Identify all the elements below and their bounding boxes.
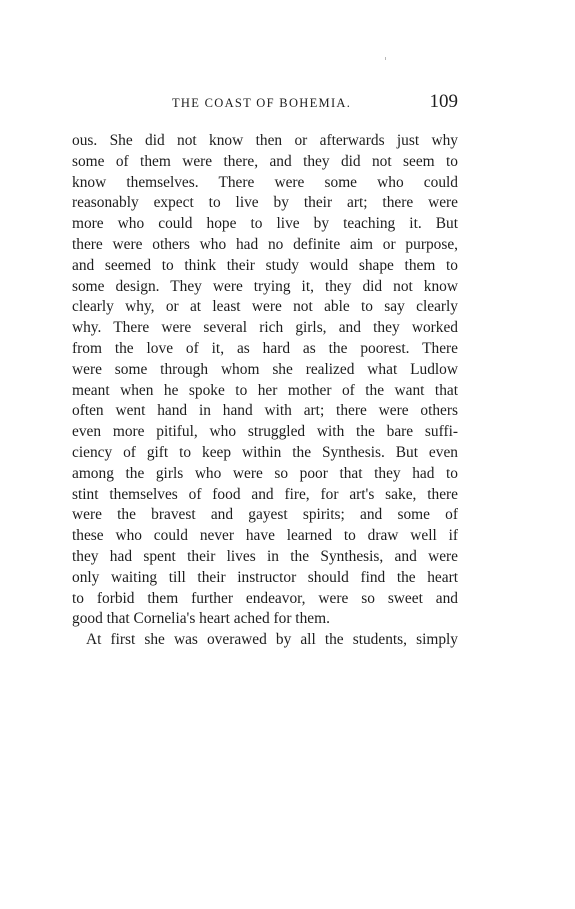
text-line: there were others who had no definite aim or purpose,	[72, 235, 458, 253]
paragraph-start-line: At first she was overawed by all the students, simply	[86, 631, 458, 649]
text-line: to forbid them further endeavor, were so sweet and	[72, 589, 458, 607]
text-line: among the girls who were so poor that they had to	[72, 464, 458, 482]
text-line: they had spent their lives in the Synthesis, and were	[72, 547, 458, 565]
running-title: THE COAST OF BOHEMIA.	[172, 96, 352, 110]
running-head	[74, 91, 458, 113]
text-line: know themselves. There were some who could	[72, 173, 458, 191]
text-line: ciency of gift to keep within the Synthesis. But even	[72, 443, 458, 461]
text-line: some design. They were trying it, they did not know	[72, 277, 458, 295]
text-line: reasonably expect to live by their art; there were	[72, 194, 458, 212]
text-line: why. There were several rich girls, and they worked	[72, 319, 458, 337]
text-line: often went hand in hand with art; there were others	[72, 402, 458, 420]
text-line: were some through whom she realized what Ludlow	[72, 360, 458, 378]
text-line: were the bravest and gayest spirits; and some of	[72, 506, 458, 524]
text-line: from the love of it, as hard as the poorest. There	[72, 339, 458, 357]
page-number: 109	[429, 91, 458, 112]
text-line: stint themselves of food and fire, for art's sake, there	[72, 485, 458, 503]
text-line: some of them were there, and they did not seem to	[72, 152, 458, 170]
body-text	[72, 131, 458, 651]
text-line: meant when he spoke to her mother of the want that	[72, 381, 458, 399]
text-line: even more pitiful, who struggled with the bare suffi-	[72, 423, 458, 441]
text-line: ous. She did not know then or afterwards just why	[72, 132, 458, 149]
text-line: more who could hope to live by teaching it. But	[72, 215, 458, 233]
paper-speck	[385, 57, 386, 60]
text-line: only waiting till their instructor should find the heart	[72, 568, 458, 586]
paragraph-end-line: good that Cornelia's heart ached for them.	[72, 610, 330, 628]
text-line: these who could never have learned to draw well if	[72, 527, 458, 545]
text-line: clearly why, or at least were not able to say clearly	[72, 298, 458, 316]
text-line: and seemed to think their study would shape them to	[72, 256, 458, 274]
